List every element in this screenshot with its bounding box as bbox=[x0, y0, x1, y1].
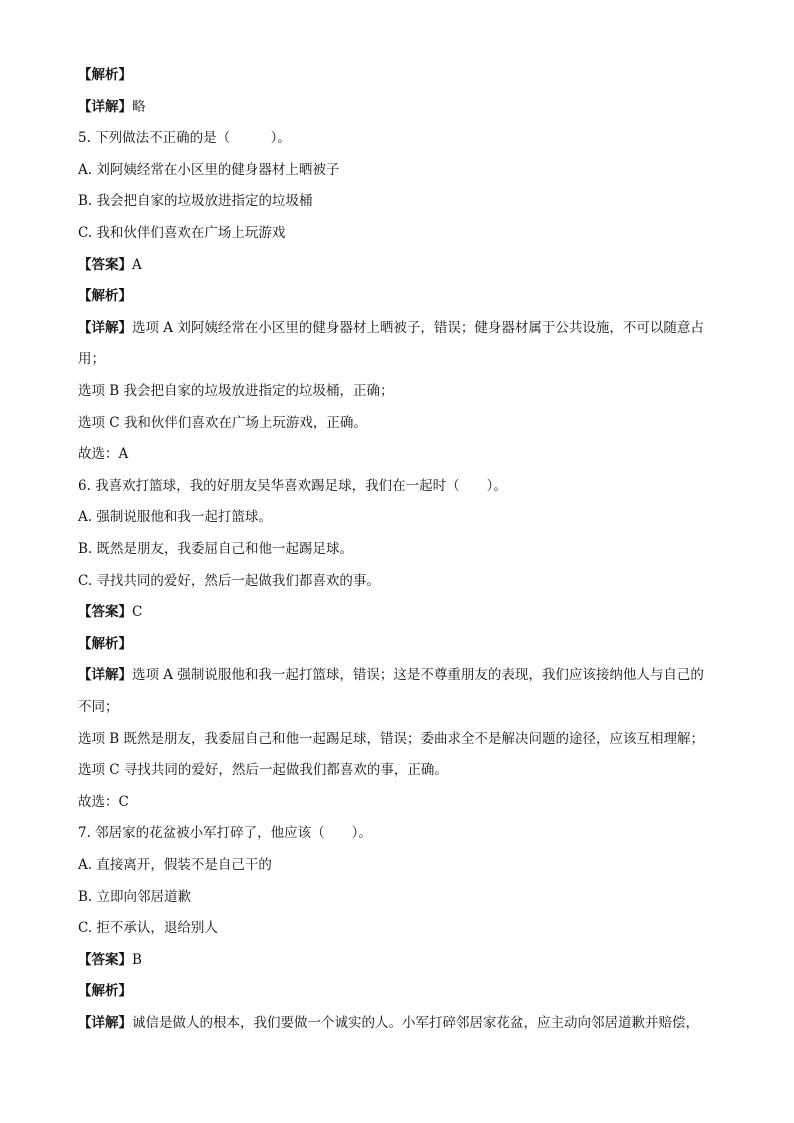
text-line bbox=[78, 823, 728, 843]
line-text: C bbox=[132, 604, 143, 621]
line-text: 选项 B 既然是朋友，我委屈自己和他一起踢足球，错误；委曲求全不是解决问题的途径，应该互相理解； bbox=[78, 730, 705, 747]
text-line bbox=[78, 349, 728, 369]
section-tag: 【答案】 bbox=[78, 951, 132, 968]
section-tag: 【解析】 bbox=[78, 67, 132, 83]
text-line bbox=[78, 729, 728, 749]
text-line bbox=[78, 476, 728, 496]
text-line bbox=[78, 413, 728, 433]
text-line bbox=[78, 381, 728, 401]
line-text: 6. 我喜欢打篮球，我的好朋友吴华喜欢踢足球，我们在一起时（ ）。 bbox=[78, 477, 507, 494]
line-text: 略 bbox=[132, 98, 146, 115]
line-text: A. 强制说服他和我一起打篮球。 bbox=[78, 509, 272, 526]
text-line bbox=[78, 255, 728, 275]
line-text: C. 拒不承认，退给别人 bbox=[78, 920, 218, 937]
text-line bbox=[78, 950, 728, 970]
line-text: 用； bbox=[78, 351, 105, 368]
text-line bbox=[78, 760, 728, 780]
text-line bbox=[78, 97, 728, 117]
section-tag: 【解析】 bbox=[78, 635, 132, 652]
line-text: 选项 C 寻找共同的爱好，然后一起做我们都喜欢的事，正确。 bbox=[78, 762, 448, 779]
text-line bbox=[78, 602, 728, 622]
section-tag: 【答案】 bbox=[78, 604, 132, 621]
section-tag: 【解析】 bbox=[78, 288, 132, 305]
line-text: B. 我会把自家的垃圾放进指定的垃圾桶 bbox=[78, 193, 313, 210]
section-tag: 【详解】 bbox=[78, 319, 132, 336]
line-text: A. 刘阿姨经常在小区里的健身器材上晒被子 bbox=[78, 161, 340, 178]
line-text: 选项 B 我会把自家的垃圾放进指定的垃圾桶，正确； bbox=[78, 383, 394, 399]
text-line bbox=[78, 160, 728, 180]
line-text: C. 寻找共同的爱好，然后一起做我们都喜欢的事。 bbox=[78, 572, 380, 589]
line-text: 不同； bbox=[78, 699, 119, 715]
line-text: A. 直接离开，假装不是自己干的 bbox=[78, 857, 272, 873]
line-text: B. 既然是朋友，我委屈自己和他一起踢足球。 bbox=[78, 541, 354, 557]
text-line bbox=[78, 1013, 728, 1033]
line-text: 5. 下列做法不正确的是（ ）。 bbox=[78, 130, 291, 147]
section-tag: 【答案】 bbox=[78, 256, 132, 273]
text-line bbox=[78, 444, 728, 464]
text-line bbox=[78, 65, 728, 85]
text-line bbox=[78, 128, 728, 148]
line-text: 选项 C 我和伙伴们喜欢在广场上玩游戏，正确。 bbox=[78, 414, 367, 431]
text-line bbox=[78, 507, 728, 527]
text-line bbox=[78, 571, 728, 591]
text-line bbox=[78, 981, 728, 1001]
line-text: B bbox=[132, 951, 142, 968]
line-text: 故选：A bbox=[78, 446, 129, 463]
line-text: 故选：C bbox=[78, 793, 129, 810]
section-tag: 【详解】 bbox=[78, 98, 132, 115]
line-text: A bbox=[132, 256, 142, 273]
text-line bbox=[78, 286, 728, 306]
text-line bbox=[78, 697, 728, 717]
section-tag: 【详解】 bbox=[78, 1015, 132, 1031]
text-line bbox=[78, 665, 728, 685]
line-text: 7. 邻居家的花盆被小军打碎了，他应该（ ）。 bbox=[78, 825, 372, 842]
line-text: 诚信是做人的根本，我们要做一个诚实的人。小军打碎邻居家花盆，应主动向邻居道歉并赔偿， bbox=[132, 1015, 699, 1031]
line-text: 选项 A 强制说服他和我一起打篮球，错误；这是不尊重朋友的表现，我们应该接纳他人与自己的 bbox=[132, 667, 704, 684]
text-line bbox=[78, 634, 728, 654]
text-line bbox=[78, 887, 728, 907]
text-line bbox=[78, 855, 728, 875]
line-text: C. 我和伙伴们喜欢在广场上玩游戏 bbox=[78, 225, 286, 241]
section-tag: 【详解】 bbox=[78, 667, 132, 684]
line-text: B. 立即向邻居道歉 bbox=[78, 888, 192, 905]
section-tag: 【解析】 bbox=[78, 983, 132, 1000]
text-line bbox=[78, 318, 728, 338]
text-line bbox=[78, 191, 728, 211]
text-line bbox=[78, 539, 728, 559]
text-line bbox=[78, 223, 728, 243]
text-line bbox=[78, 792, 728, 812]
text-line bbox=[78, 918, 728, 938]
line-text: 选项 A 刘阿姨经常在小区里的健身器材上晒被子，错误；健身器材属于公共设施，不可以随意占 bbox=[132, 319, 704, 336]
